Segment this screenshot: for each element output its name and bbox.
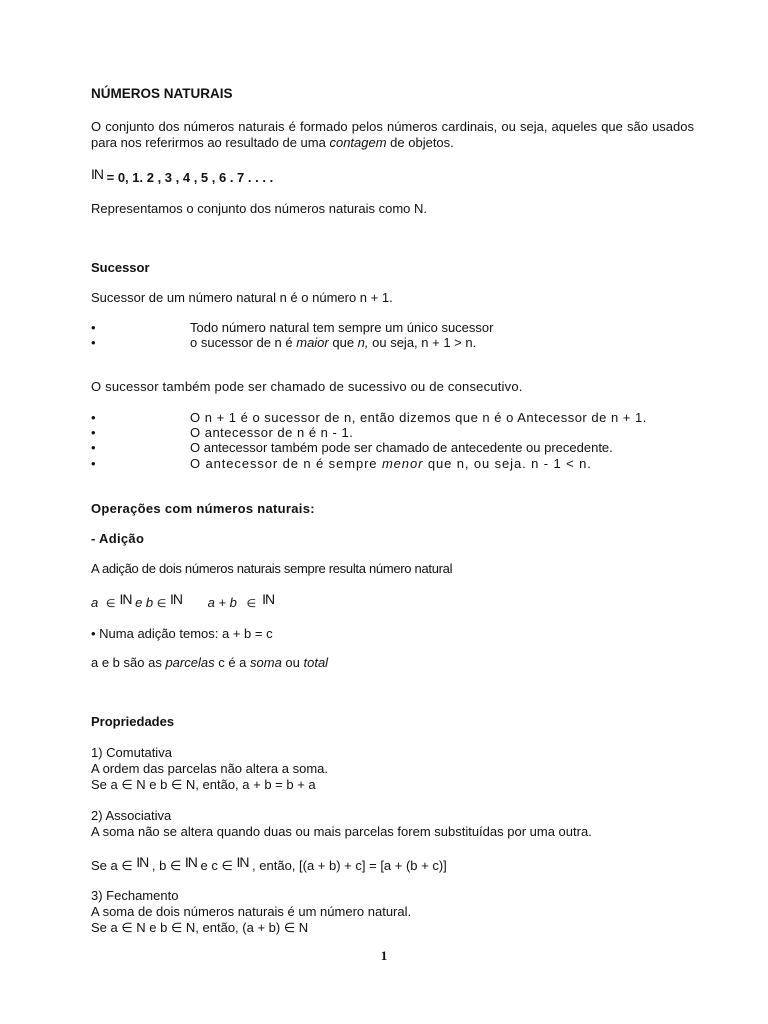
- parcelas-line: a e b são as parcelas c é a soma ou total: [91, 655, 329, 670]
- bullet-marker: •: [91, 425, 96, 440]
- property-text: A ordem das parcelas não altera a soma.: [91, 761, 329, 776]
- intro-paragraph: [91, 119, 694, 151]
- intro-text: O conjunto dos números naturais é formado pelos números cardinais, ou seja, aqueles que são usados para nos referirmos ao resultado de uma: [91, 119, 694, 150]
- element-of-symbol: ∈: [105, 598, 116, 610]
- natural-set-symbol: IN: [262, 591, 275, 607]
- formula-sum: a + b: [207, 595, 237, 610]
- natural-set-symbol: IN: [184, 854, 197, 870]
- adicao-heading: - Adição: [91, 531, 145, 546]
- sucessor-definition: Sucessor de um número natural n é o número n + 1.: [91, 290, 393, 305]
- bullet-marker: •: [91, 410, 96, 425]
- list-item: o sucessor de n é maior que n, ou seja, n + 1 > n.: [190, 335, 477, 350]
- operacoes-heading: Operações com números naturais:: [91, 501, 315, 516]
- natural-set-symbol: IN: [136, 854, 149, 870]
- natural-set-symbol: IN: [91, 166, 103, 182]
- intro-emphasis: contagem: [329, 135, 387, 150]
- property-rule: Se a ∈ IN , b ∈ IN e c ∈ IN , então, [(a + b) + c] = [a + (b + c)]: [91, 854, 447, 873]
- list-item: O antecessor de n é n - 1.: [190, 425, 354, 440]
- property-text: A soma de dois números naturais é um número natural.: [91, 904, 412, 919]
- property-title: 1) Comutativa: [91, 745, 172, 760]
- list-item: O antecessor de n é sempre menor que n, ou seja. n - 1 < n.: [190, 456, 592, 471]
- property-text: A soma não se altera quando duas ou mais parcelas forem substituídas por uma outra.: [91, 824, 592, 839]
- natural-set-symbol: IN: [236, 854, 249, 870]
- bullet-marker: •: [91, 456, 96, 471]
- intro-text-end: de objetos.: [386, 135, 454, 150]
- natural-set-line: [91, 166, 274, 186]
- natural-set-symbol: IN: [119, 591, 132, 607]
- property-title: 2) Associativa: [91, 808, 172, 823]
- list-item: O antecessor também pode ser chamado de antecedente ou precedente.: [190, 440, 613, 455]
- page-title: NÚMEROS NATURAIS: [91, 86, 233, 101]
- propriedades-heading: Propriedades: [91, 714, 175, 729]
- page-number: 1: [380, 948, 388, 963]
- bullet-marker: •: [91, 440, 96, 455]
- list-item: Todo número natural tem sempre um único sucessor: [190, 320, 494, 335]
- natural-set-symbol: IN: [169, 591, 182, 607]
- list-item: O n + 1 é o sucessor de n, então dizemos que n é o Antecessor de n + 1.: [190, 410, 647, 425]
- bullet-marker: •: [91, 335, 96, 350]
- element-of-symbol: ∈: [156, 598, 167, 610]
- adicao-example: • Numa adição temos: a + b = c: [91, 626, 273, 641]
- formula-text: e b: [131, 595, 157, 610]
- represent-line: Representamos o conjunto dos números naturais como N.: [91, 201, 428, 216]
- property-title: 3) Fechamento: [91, 888, 179, 903]
- property-rule: Se a ∈ N e b ∈ N, então, a + b = b + a: [91, 777, 316, 792]
- bullet-marker: •: [91, 320, 96, 335]
- sucessor-alt: O sucessor também pode ser chamado de sucessivo ou de consecutivo.: [91, 379, 523, 394]
- element-of-symbol: ∈: [246, 598, 257, 610]
- adicao-definition: A adição de dois números naturais sempre resulta número natural: [91, 561, 453, 576]
- natural-set-list: = 0, 1. 2 , 3 , 4 , 5 , 6 . 7 . . . .: [103, 170, 274, 185]
- formula-var: a: [91, 595, 99, 610]
- adicao-formula: [91, 591, 275, 612]
- sucessor-heading: Sucessor: [91, 260, 150, 275]
- property-rule: Se a ∈ N e b ∈ N, então, (a + b) ∈ N: [91, 920, 309, 935]
